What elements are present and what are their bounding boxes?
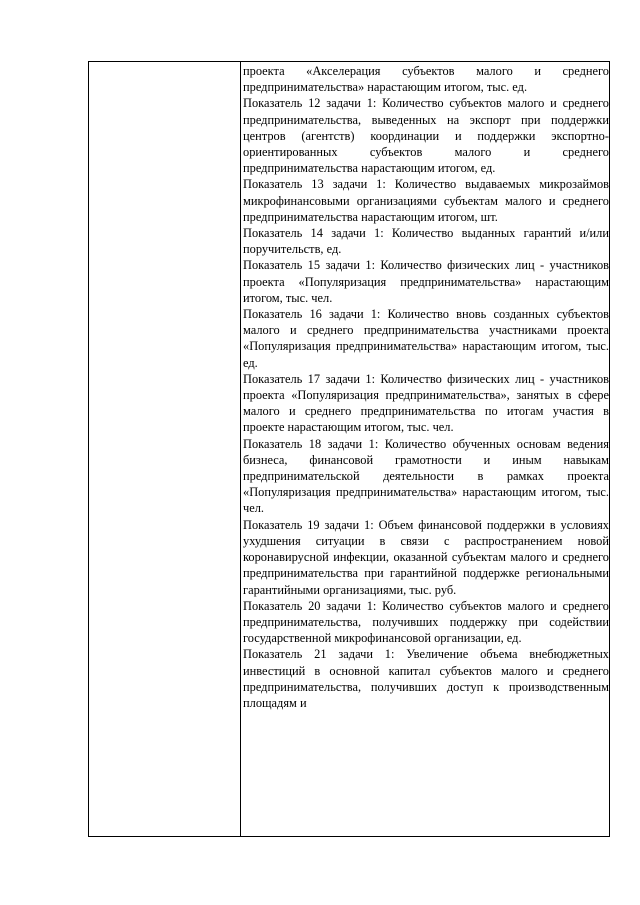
indicator-paragraph: Показатель 19 задачи 1: Объем финансовой поддержки в условиях ухудшения ситуации в связи с распространением новой коронавирусной инфекции, оказанной субъектам малого и среднего предпринимательства при гарантийной поддержке региональными гарантийными организациями, тыс. руб. (243, 517, 609, 597)
indicator-paragraph: Показатель 14 задачи 1: Количество выданных гарантий и/или поручительств, ед. (243, 226, 609, 257)
indicator-paragraph: Показатель 13 задачи 1: Количество выдаваемых микрозаймов микрофинансовыми организациями субъектам малого и среднего предпринимательства нарастающим итогом, шт. (243, 177, 609, 224)
table-right-cell (241, 62, 609, 836)
indicator-paragraph: проекта «Акселерация субъектов малого и среднего предпринимательства» нарастающим итогом, тыс. ед. (243, 64, 609, 95)
table-left-cell (89, 62, 241, 836)
indicator-table (88, 61, 610, 837)
indicator-paragraph: Показатель 16 задачи 1: Количество вновь созданных субъектов малого и среднего предпринимательства участниками проекта «Популяризация предпринимательства» нарастающим итогом, тыс. ед. (243, 307, 609, 370)
indicator-paragraph: Показатель 18 задачи 1: Количество обученных основам ведения бизнеса, финансовой грамотности и иным навыкам предпринимательской деятельности в рамках проекта «Популяризация предпринимательства» нарастающим итогом, тыс. чел. (243, 436, 609, 516)
indicator-paragraph: Показатель 17 задачи 1: Количество физических лиц - участников проекта «Популяризация предпринимательства», занятых в сфере малого и среднего предпринимательства по итогам участия в проекте нарастающим итогом, тыс. чел. (243, 371, 609, 435)
indicator-paragraph: Показатель 15 задачи 1: Количество физических лиц - участников проекта «Популяризация предпринимательства» нарастающим итогом, тыс. чел. (243, 258, 609, 305)
indicator-paragraph: Показатель 12 задачи 1: Количество субъектов малого и среднего предпринимательства, выведенных на экспорт при поддержки центров (агентств) координации и поддержки экспортно-ориентированных субъектов малого и среднего предпринимательства нарастающим итогом, ед. (243, 96, 609, 176)
indicator-paragraph: Показатель 20 задачи 1: Количество субъектов малого и среднего предпринимательства, получивших поддержку при содействии государственной микрофинансовой организации, ед. (243, 598, 609, 646)
indicator-paragraph: Показатель 21 задачи 1: Увеличение объема внебюджетных инвестиций в основной капитал субъектов малого и среднего предпринимательства, получивших доступ к производственным площадям и (243, 647, 609, 710)
